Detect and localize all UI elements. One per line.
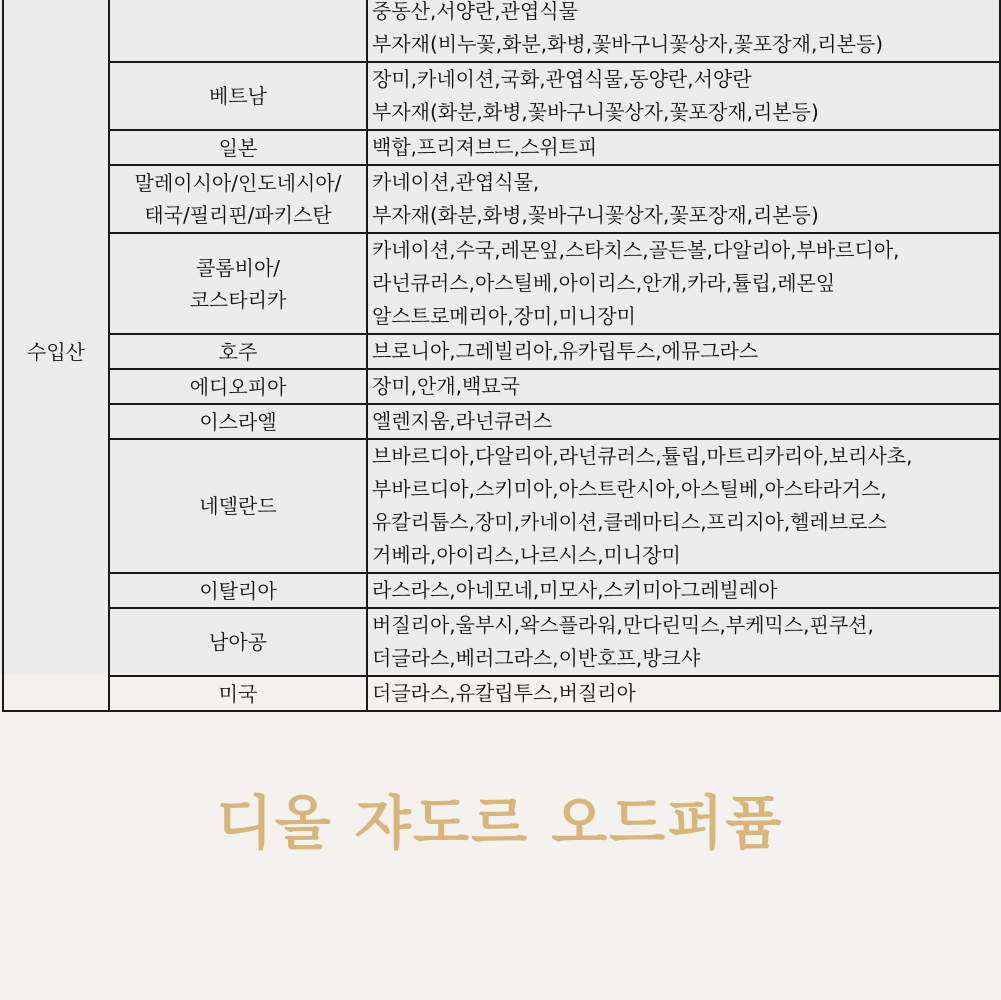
flower-items-cell — [367, 233, 1000, 334]
country-line: 코스타리카 — [189, 287, 287, 312]
country-cell: 베트남 — [109, 62, 367, 130]
product-title: 디올 쟈도르 오드퍼퓸 — [216, 789, 784, 857]
flower-items-cell — [367, 404, 1000, 439]
table-row — [3, 165, 1000, 233]
country-line: 태국/필리핀/파키스탄 — [144, 203, 332, 227]
flower-items-line: 라스라스,아네모네,미모사,스키미아그레빌레아 — [372, 578, 778, 602]
country-line: 말레이시아/인도네시아/ — [134, 171, 342, 195]
table-row — [3, 334, 1000, 369]
country-cell: 네델란드 — [109, 439, 367, 573]
country-cell: 일본 — [109, 130, 367, 165]
country-cell: 미국 — [109, 676, 367, 711]
flower-items-cell — [367, 130, 1000, 165]
table-row — [3, 0, 1000, 62]
flower-origin-table — [2, 0, 1001, 712]
table-row — [3, 573, 1000, 608]
flower-items-cell — [367, 439, 1000, 573]
flower-items-line: 장미,카네이션,국화,관엽식물,동양란,서양란 — [372, 67, 752, 91]
flower-items-cell — [367, 573, 1000, 608]
table-row — [3, 130, 1000, 165]
table-row — [3, 676, 1000, 711]
flower-items-line: 버질리아,울부시,왁스플라워,만다린믹스,부케믹스,핀쿠션, — [372, 613, 874, 637]
flower-items-cell — [367, 0, 1000, 62]
flower-items-line: 라넌큐러스,아스틸베,아이리스,안개,카라,튤립,레몬잎 — [372, 271, 836, 295]
origin-group-cell: 수입산 — [3, 0, 109, 711]
flower-items-line: 더글라스,유칼립투스,버질리아 — [372, 681, 636, 705]
flower-items-line: 유칼리툽스,장미,카네이션,클레마티스,프리지아,헬레브로스 — [372, 510, 887, 534]
flower-items-line: 중동산,서양란,관엽식물 — [372, 0, 578, 23]
table-row — [3, 233, 1000, 334]
flower-items-line: 브로니아,그레빌리아,유카립투스,에뮤그라스 — [372, 339, 759, 363]
flower-items-cell — [367, 676, 1000, 711]
table-row — [3, 608, 1000, 676]
country-cell: 이스라엘 — [109, 404, 367, 439]
flower-items-line: 부바르디아,스키미아,아스트란시아,아스틸베,아스타라거스, — [372, 477, 887, 501]
table-body — [3, 0, 1000, 711]
country-cell: 이탈리아 — [109, 573, 367, 608]
table-row — [3, 439, 1000, 573]
country-cell — [109, 233, 367, 334]
table-row — [3, 369, 1000, 404]
flower-items-line: 브바르디아,다알리아,라넌큐러스,튤립,마트리카리아,보리사초, — [372, 444, 913, 468]
flower-items-line: 백합,프리져브드,스위트피 — [372, 135, 598, 159]
table-row — [3, 62, 1000, 130]
flower-items-line: 카네이션,수국,레몬잎,스타치스,골든볼,다알리아,부바르디아, — [372, 238, 900, 262]
country-cell: 호주 — [109, 334, 367, 369]
flower-items-line: 부자재(화분,화병,꽃바구니꽃상자,꽃포장재,리본등) — [372, 203, 819, 227]
flower-items-line: 부자재(화분,화병,꽃바구니꽃상자,꽃포장재,리본등) — [372, 100, 819, 124]
country-cell: 에디오피아 — [109, 369, 367, 404]
flower-items-cell — [367, 334, 1000, 369]
table-row — [3, 404, 1000, 439]
country-cell — [109, 0, 367, 62]
flower-items-cell — [367, 369, 1000, 404]
country-cell — [109, 165, 367, 233]
flower-items-line: 엘렌지움,라넌큐러스 — [372, 409, 553, 433]
country-line: 콜롬비아/ — [195, 255, 281, 280]
country-cell: 남아공 — [109, 608, 367, 676]
flower-items-cell — [367, 165, 1000, 233]
flower-items-line: 카네이션,관엽식물, — [372, 170, 540, 194]
flower-items-line: 알스트로메리아,장미,미니장미 — [372, 304, 636, 328]
flower-items-cell — [367, 608, 1000, 676]
flower-items-line: 거베라,아이리스,나르시스,미니장미 — [372, 543, 681, 567]
flower-items-line: 더글라스,베러그라스,이반호프,방크샤 — [372, 646, 701, 670]
flower-items-cell — [367, 62, 1000, 130]
flower-items-line: 부자재(비누꽃,화분,화병,꽃바구니꽃상자,꽃포장재,리본등) — [372, 32, 884, 56]
flower-items-line: 장미,안개,백묘국 — [372, 374, 520, 398]
